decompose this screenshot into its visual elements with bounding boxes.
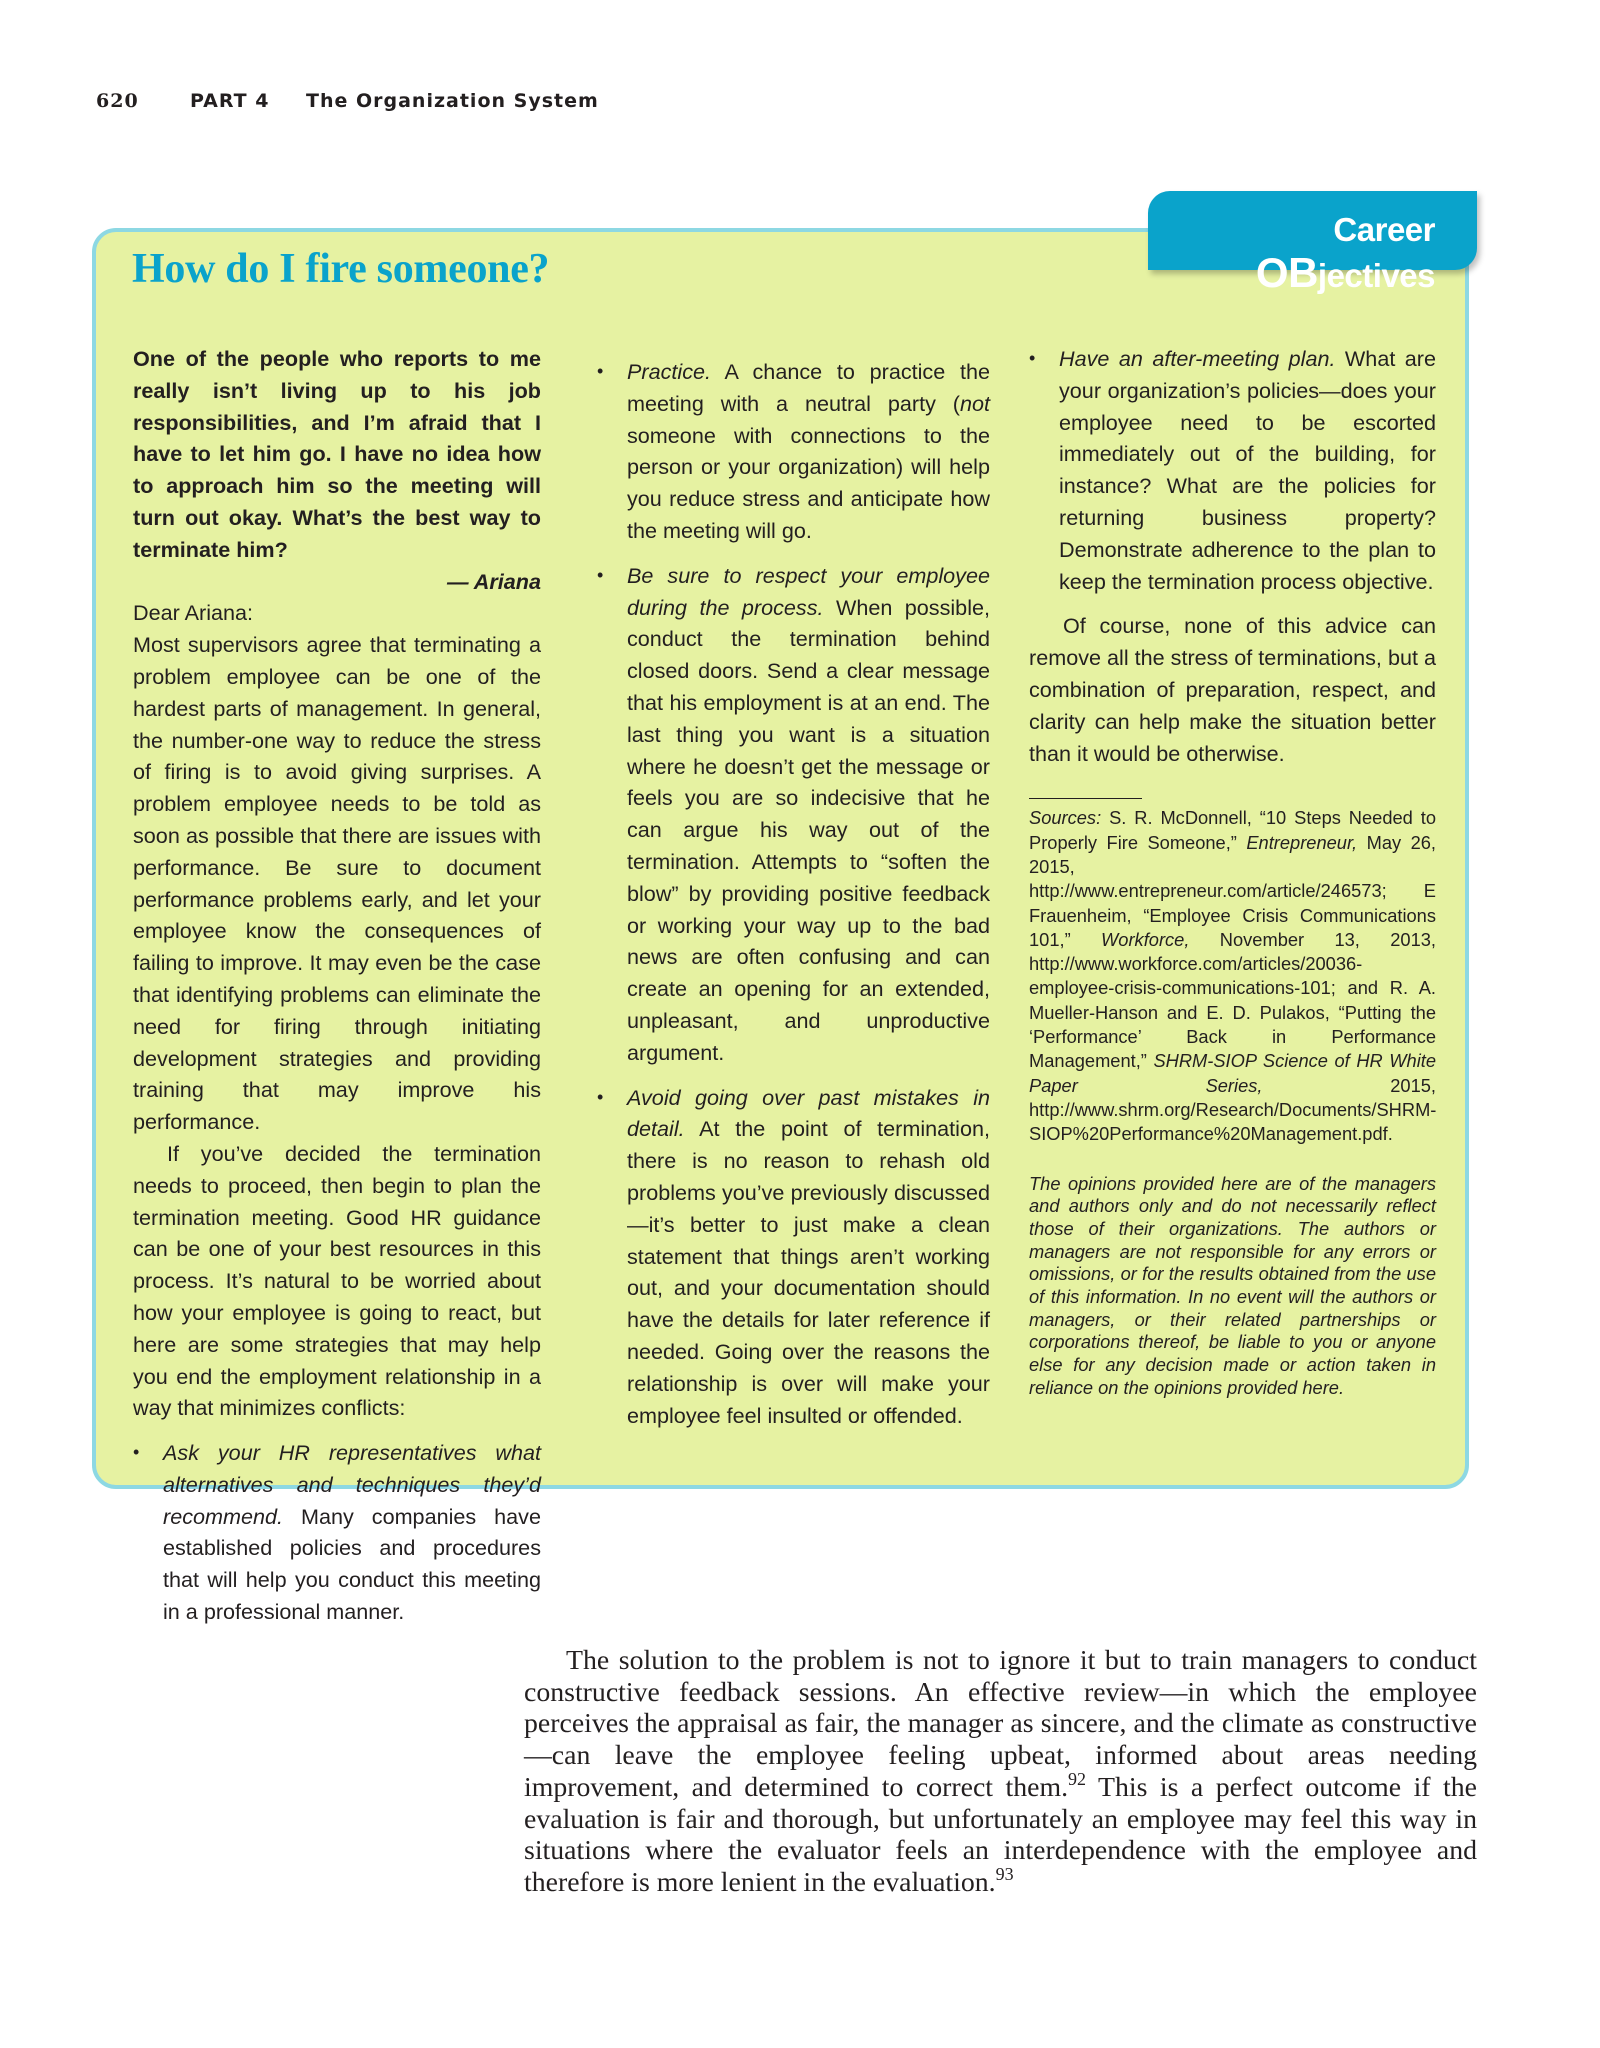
reference-92: 92 [1068, 1768, 1087, 1789]
bullet-lead: Ask your HR representatives what alternatives and techniques they’d recommend. [163, 1440, 541, 1529]
question-signature: — Ariana [447, 568, 541, 594]
bullet-after-meeting-plan [1029, 343, 1436, 597]
tab-suffix: jectives [1317, 257, 1435, 294]
reader-question: One of the people who reports to me really isn’t living up to his job responsibilities, and I’m afraid that I have to let him go. I have no idea how to approach him so the meeting will turn out okay. What’s the best way to terminate him? [133, 346, 541, 562]
salutation: Dear Ariana: [133, 600, 254, 626]
body-text [524, 1645, 1477, 1899]
bullet-text: At the point of termination, there is no reason to rehash old problems you’ve previously discussed—it’s better to just make a clean statement that things aren’t working out, and your documentation should have the details for later reference if needed. Going over the reasons the relationship is over will make your employee feel insulted or offended. [627, 1116, 990, 1428]
bullet-text: When possible, conduct the termination behind closed doors. Send a clear message that his employment is at an end. The last thing you want is a situation where he doesn’t get the message or feels you are so indecisive that he can argue his way out of the termination. Attempts to “soften the blow” by providing positive feedback or working your way up to the bad news are often confusing and can create an opening for an extended, unpleasant, and unproductive argument. [627, 594, 991, 1065]
bullet-lead: Be sure to respect your employee during the process. [627, 562, 990, 620]
bullet-lead: Practice. [627, 359, 712, 384]
bullet-practice [597, 356, 990, 547]
body-paragraph [524, 1645, 1477, 1899]
bullet-lead: Have an after-meeting plan. [1059, 346, 1336, 371]
feature-title: How do I fire someone? [132, 246, 550, 292]
sources-note [1029, 806, 1436, 1146]
sources-text: 2015, http://www.shrm.org/Research/Documents/SHRM-SIOP%20Performance%20Management.pdf. [1029, 1074, 1437, 1145]
body-text-part-2: This is a perfect outcome if the evaluation is fair and thorough, but unfortunately an employee may feel this way in situations where the evaluator feels an interdependence with the employee and therefore is more lenient in the evaluation. [524, 1771, 1477, 1898]
tab-big: OB [1255, 249, 1318, 296]
sources-publication: Entrepreneur, [1246, 831, 1358, 853]
bullet-lead: Avoid going over past mistakes in detail. [627, 1084, 990, 1142]
tab-prefix: Career [1333, 211, 1435, 248]
closing-paragraph: Of course, none of this advice can remove all the stress of terminations, but a combination of preparation, respect, and clarity can help make the situation better than it would be otherwise. [1029, 613, 1436, 766]
footnote-rule [1029, 798, 1142, 799]
page-number: 620 [96, 90, 139, 112]
reference-93: 93 [995, 1863, 1014, 1884]
section-title: The Organization System [306, 90, 599, 112]
bullet-respect [597, 560, 990, 1069]
sources-text: November 13, 2013, http://www.workforce.com/articles/20036-employee-crisis-communications-101; and R. A. Mueller-Hanson and E. D. Pulakos, “Putting the ‘Performance’ Back in Performance Management,” [1029, 928, 1437, 1072]
bullet-avoid-past-mistakes [597, 1082, 990, 1432]
sources-text: S. R. McDonnell, “10 Steps Needed to Properly Fire Someone,” [1029, 807, 1436, 853]
answer-paragraph-1: Most supervisors agree that terminating a problem employee can be one of the hardest parts of management. In general, the number-one way to reduce the stress of firing is to avoid giving surprises. A problem employee needs to be told as soon as possible that there are issues with performance. Be sure to document performance problems early, and let your employee know the consequences of failing to improve. It may even be the case that identifying problems can eliminate the need for firing through initiating development strategies and providing training that may improve his performance. [133, 632, 541, 1135]
column-1 [133, 343, 541, 1628]
disclaimer: The opinions provided here are of the managers and authors only and do not necessarily reflect those of their organizations. The authors or managers are not responsible for any errors or omissions, or for the results obtained from the use of this information. In no event will the authors or managers, or their related partnerships or corporations thereof, be liable to you or anyone else for any decision made or action taken in reliance on the opinions provided here. [1029, 1172, 1436, 1398]
running-head [96, 90, 599, 112]
bullet-text: someone with connections to the person or your organization) will help you reduce stress and anticipate how the meeting will go. [627, 422, 990, 543]
part-label: PART 4 [190, 90, 270, 112]
sources-publication: Workforce, [1101, 928, 1190, 950]
answer-paragraph-2: If you’ve decided the termination needs to proceed, then begin to plan the termination meeting. Good HR guidance can be one of your best resources in this process. It’s natural to be worried about how your employee is going to react, but here are some strategies that may help you end the employment relationship in a way that minimizes conflicts: [133, 1140, 541, 1421]
bullet-hr-representatives [133, 1437, 541, 1628]
sources-publication: SHRM-SIOP Science of HR White Paper Series, [1029, 1050, 1437, 1096]
sources-text: May 26, 2015, http://www.entrepreneur.com/article/246573; E Frauenheim, “Employee Crisis Communications 101,” [1029, 831, 1437, 950]
column-2 [597, 343, 990, 1431]
body-text-part-1: The solution to the problem is not to ignore it but to train managers to conduct constructive feedback sessions. An effective review—in which the employee perceives the appraisal as fair, the manager as sincere, and the climate as constructive—can leave the employee feeling upbeat, informed about areas needing improvement, and determined to correct them. [524, 1645, 1477, 1803]
career-objectives-tab [1148, 191, 1477, 296]
bullet-text: Many companies have established policies and procedures that will help you conduct this meeting in a professional manner. [163, 1503, 541, 1625]
column-3 [1029, 343, 1436, 1400]
bullet-emphasis: not [959, 390, 990, 416]
sources-label: Sources: [1029, 807, 1102, 829]
bullet-text: What are your organization’s policies—does your employee need to be escorted immediately out of the building, for instance? What are the policies for returning business property? Demonstrate adherence to the plan to keep the termination process objective. [1059, 346, 1436, 594]
bullet-text: A chance to practice the meeting with a neutral party ( [627, 359, 990, 416]
